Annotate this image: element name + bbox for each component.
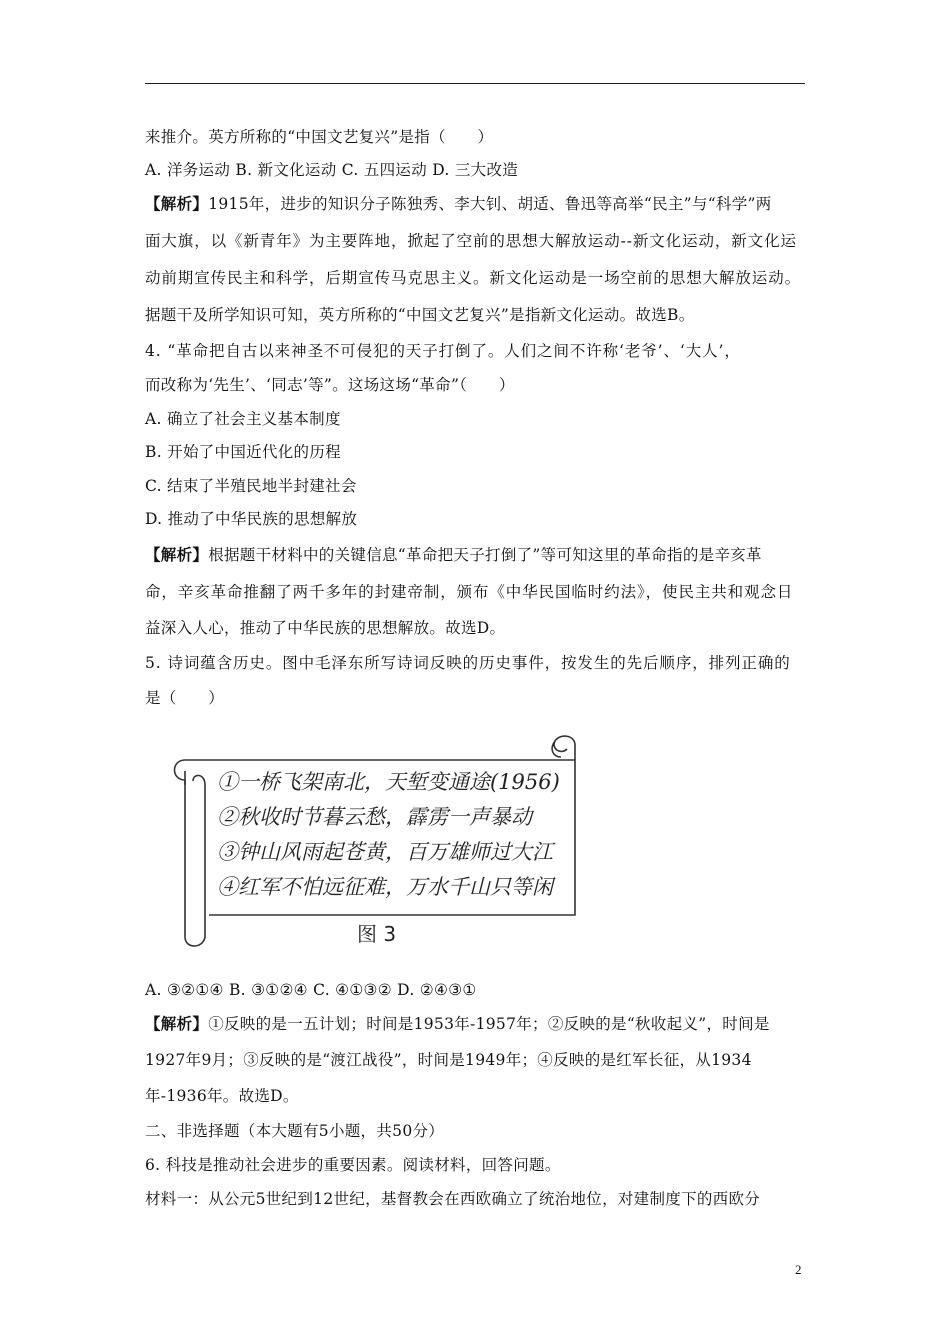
section-heading: 二、非选择题（本大题有5小题，共50分）: [145, 1122, 445, 1140]
scroll-figure: [165, 727, 585, 957]
text-line: 面大旗，以《新青年》为主要阵地，掀起了空前的思想大解放运动--新文化运动，新文化运: [145, 232, 797, 250]
text-line: 命，辛亥革命推翻了两千多年的封建帝制，颁布《中华民国临时约法》，使民主共和观念日: [145, 583, 794, 601]
analysis-label: 【解析】: [145, 194, 209, 213]
option-c: C. 结束了半殖民地半封建社会: [145, 477, 357, 495]
text-line: 据题干及所学知识可知，英方所称的“中国文艺复兴”是指新文化运动。故选B。: [145, 306, 695, 324]
text-line: 1927年9月；③反映的是“渡江战役”，时间是1949年；④反映的是红军长征，从1934: [145, 1051, 752, 1069]
option-b: B. 开始了中国近代化的历程: [145, 443, 341, 461]
options-line: A. ③②①④ B. ③①②④ C. ④①③② D. ②④③①: [145, 981, 477, 999]
question-6: 6. 科技是推动社会进步的重要因素。阅读材料，回答问题。: [145, 1156, 561, 1174]
material-one: 材料一：从公元5世纪到12世纪，基督教会在西欧确立了统治地位，对建制度下的西欧分: [145, 1190, 761, 1208]
text-line: 动前期宣传民主和科学，后期宣传马克思主义。新文化运动是一场空前的思想大解放运动。: [145, 269, 802, 287]
analysis-label: 【解析】: [145, 545, 209, 564]
header-rule: [145, 83, 805, 84]
poem-line-3: ③钟山风雨起苍黄，百万雄师过大江: [217, 840, 553, 864]
poem-line-4: ④红军不怕远征难，万水千山只等闲: [217, 875, 553, 899]
option-d: D. 推动了中华民族的思想解放: [145, 510, 358, 528]
analysis-label: 【解析】: [145, 1014, 209, 1033]
question-5: 5. 诗词蕴含历史。图中毛泽东所写诗词反映的历史事件，按发生的先后顺序，排列正确的: [145, 654, 791, 672]
option-a: A. 确立了社会主义基本制度: [145, 410, 341, 428]
options-line: A. 洋务运动 B. 新文化运动 C. 五四运动 D. 三大改造: [145, 161, 519, 179]
text-line: 益深入人心，推动了中华民族的思想解放。故选D。: [145, 619, 506, 637]
text-line: 而改称为‘先生’、‘同志’等”。这场这场“革命”（ ）: [145, 376, 515, 394]
text-line: 是（ ）: [145, 689, 225, 707]
page-number: 2: [795, 1262, 802, 1277]
analysis-line: 【解析】①反映的是一五计划；时间是1953年-1957年；②反映的是“秋收起义”，时间是: [145, 1014, 770, 1033]
analysis-line: 【解析】根据题干材料中的关键信息“革命把天子打倒了”等可知这里的革命指的是辛亥革: [145, 545, 762, 564]
poem-line-1: ①一桥飞架南北，天堑变通途(1956): [217, 770, 560, 794]
text-line: 年-1936年。故选D。: [145, 1087, 299, 1105]
poem-line-2: ②秋收时节暮云愁，霹雳一声暴动: [217, 805, 532, 829]
question-4: 4. “革命把自古以来神圣不可侵犯的天子打倒了。人们之间不许称‘老爷’、‘大人’，: [145, 342, 741, 360]
figure-caption: 图 3: [357, 922, 397, 946]
text-line: 来推介。英方所称的“中国文艺复兴”是指（ ）: [145, 128, 494, 146]
analysis-line: 【解析】1915年，进步的知识分子陈独秀、李大钊、胡适、鲁迅等高举“民主”与“科学”两: [145, 194, 772, 213]
